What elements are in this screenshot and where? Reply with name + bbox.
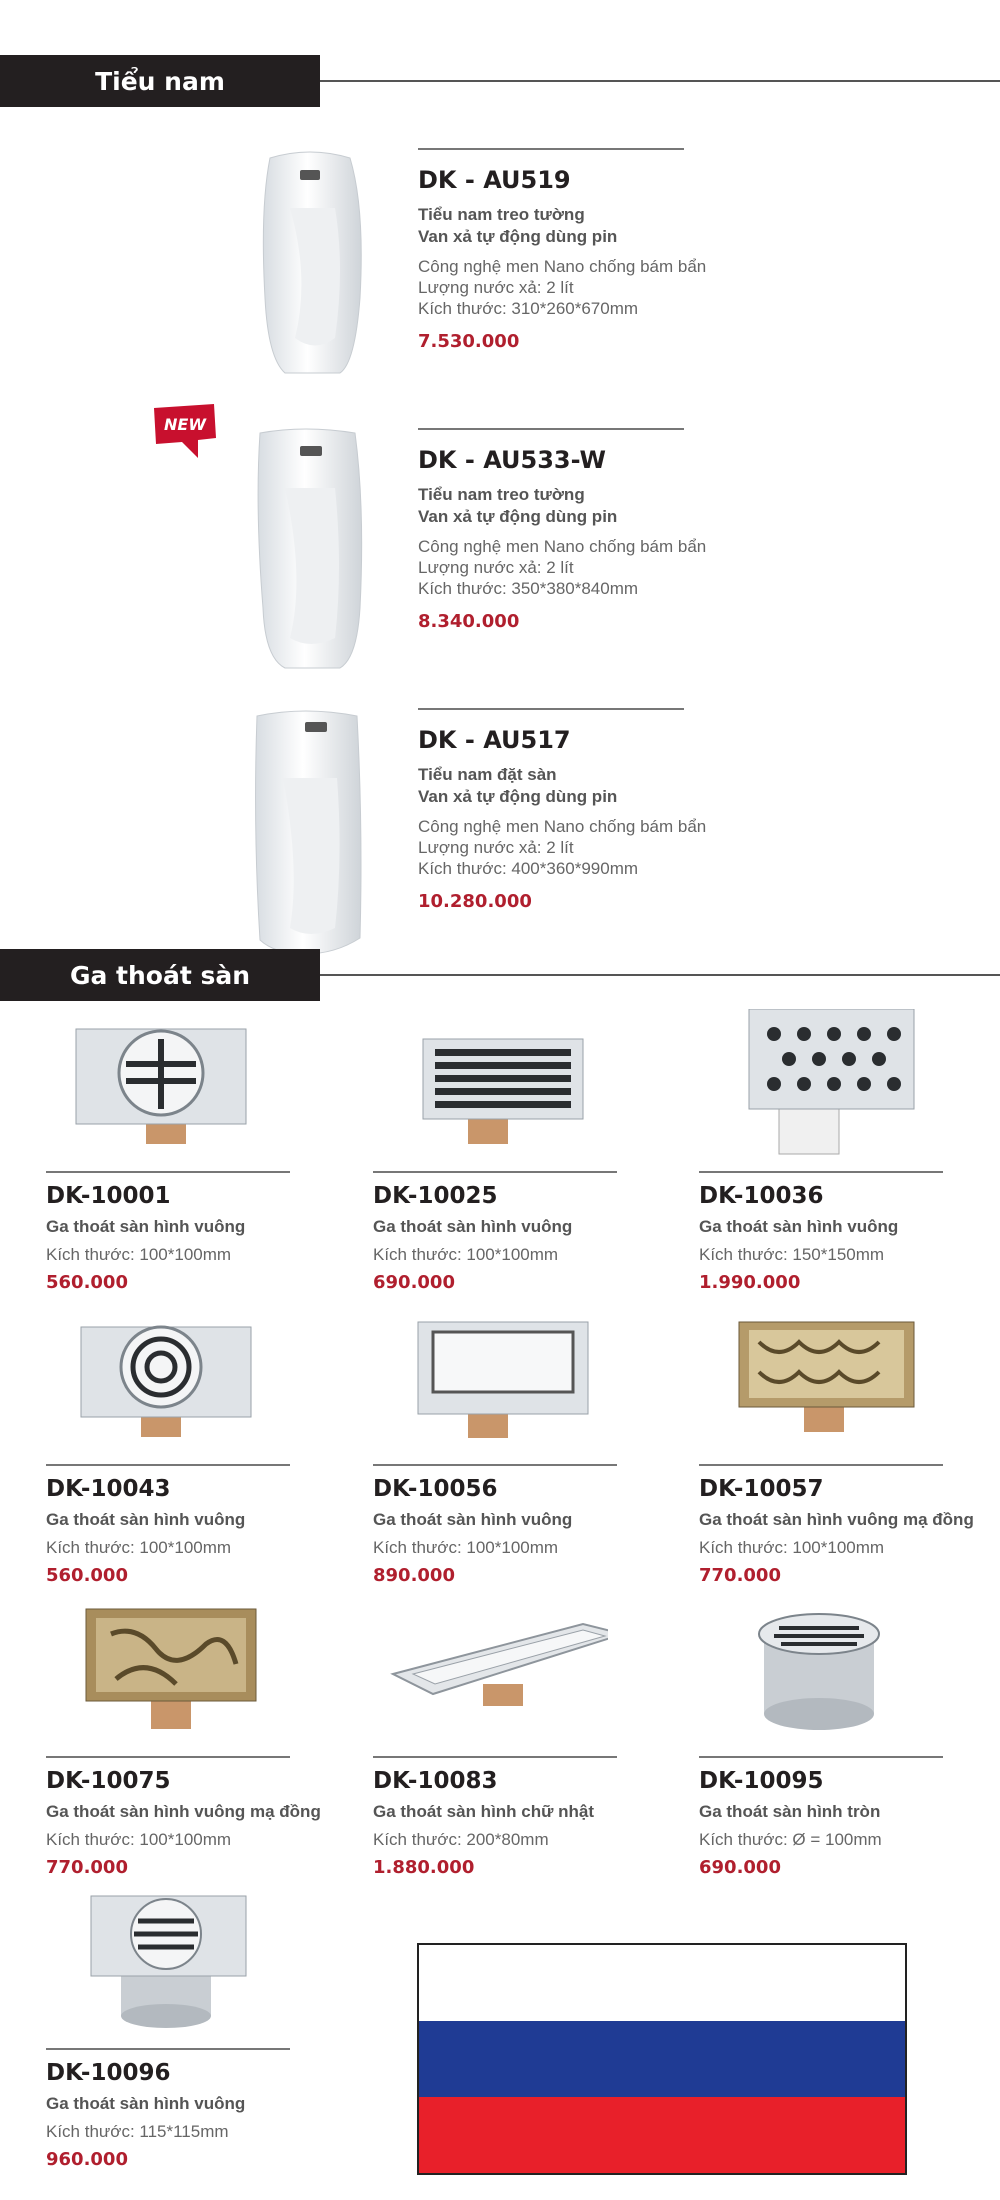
product-urinal-au517 — [0, 708, 1000, 978]
product-rule — [418, 428, 684, 430]
product-code: DK - AU517 — [418, 726, 571, 754]
drain-brass-image — [719, 1302, 919, 1452]
product-size: Kích thước: 100*100mm — [46, 1245, 232, 1264]
product-rule — [699, 1464, 943, 1466]
header-rule — [320, 974, 1000, 976]
drain-square-image — [393, 1302, 593, 1452]
product-code: DK-10025 — [373, 1183, 498, 1209]
product-rule — [699, 1756, 943, 1758]
urinal-wall-image — [245, 428, 385, 678]
drain-square-image — [66, 1009, 266, 1159]
product-name: Ga thoát sàn hình tròn — [699, 1802, 881, 1821]
product-code: DK - AU519 — [418, 166, 571, 194]
product-price: 10.280.000 — [418, 891, 532, 912]
product-drain — [699, 1302, 999, 1592]
product-name: Ga thoát sàn hình vuông — [46, 2094, 246, 2113]
drain-linear-image — [358, 1594, 608, 1744]
product-spec: Kích thước: 400*360*990mm — [418, 859, 639, 878]
product-name: Ga thoát sàn hình vuông — [46, 1510, 246, 1529]
product-price: 770.000 — [46, 1857, 128, 1878]
product-info — [418, 708, 918, 912]
product-name: Ga thoát sàn hình vuông — [46, 1217, 246, 1236]
product-type: Tiểu nam đặt sàn — [418, 765, 557, 784]
product-size: Kích thước: 100*100mm — [699, 1538, 885, 1557]
section-title-drains: Ga thoát sàn — [0, 949, 320, 1001]
product-spec: Công nghệ men Nano chống bám bẩn — [418, 537, 707, 556]
product-rule — [46, 1756, 290, 1758]
product-drain — [699, 1594, 999, 1884]
product-spec: Lượng nước xả: 2 lít — [418, 558, 574, 577]
product-price: 770.000 — [699, 1565, 781, 1586]
product-drain — [46, 1009, 346, 1299]
product-rule — [699, 1171, 943, 1173]
flag-stripe-red — [419, 2097, 905, 2173]
drain-square-image — [719, 1009, 919, 1159]
product-type: Tiểu nam treo tường — [418, 205, 585, 224]
product-size: Kích thước: 115*115mm — [46, 2122, 229, 2141]
product-name: Ga thoát sàn hình vuông mạ đồng — [46, 1802, 321, 1821]
product-price: 1.880.000 — [373, 1857, 475, 1878]
product-name: Ga thoát sàn hình vuông — [373, 1510, 573, 1529]
product-name: Ga thoát sàn hình vuông mạ đồng — [699, 1510, 974, 1529]
new-badge-label: NEW — [164, 415, 206, 434]
urinal-floor-image — [245, 708, 385, 958]
product-valve: Van xả tự động dùng pin — [418, 787, 618, 806]
drain-square-image — [393, 1009, 593, 1159]
product-info — [418, 428, 918, 632]
product-price: 8.340.000 — [418, 611, 520, 632]
product-rule — [373, 1756, 617, 1758]
product-code: DK - AU533-W — [418, 446, 606, 474]
product-code: DK-10096 — [46, 2060, 171, 2086]
product-price: 1.990.000 — [699, 1272, 801, 1293]
product-urinal-au533w — [0, 428, 1000, 698]
product-size: Kích thước: 100*100mm — [373, 1245, 559, 1264]
section-title-urinals: Tiểu nam — [0, 55, 320, 107]
product-price: 890.000 — [373, 1565, 455, 1586]
product-spec: Kích thước: 310*260*670mm — [418, 299, 639, 318]
product-drain — [373, 1009, 673, 1299]
product-drain — [373, 1594, 673, 1884]
drain-brass-image — [66, 1594, 266, 1744]
product-price: 690.000 — [699, 1857, 781, 1878]
product-name: Ga thoát sàn hình vuông — [373, 1217, 573, 1236]
product-price: 960.000 — [46, 2149, 128, 2170]
product-code: DK-10095 — [699, 1768, 824, 1794]
header-rule — [320, 80, 1000, 82]
product-price: 560.000 — [46, 1565, 128, 1586]
product-valve: Van xả tự động dùng pin — [418, 227, 618, 246]
section-header-drains — [0, 949, 1000, 1001]
product-drain — [46, 1886, 346, 2176]
product-drain — [46, 1302, 346, 1592]
product-rule — [418, 148, 684, 150]
product-spec: Công nghệ men Nano chống bám bẩn — [418, 817, 707, 836]
russian-flag-image — [417, 1943, 907, 2175]
product-spec: Kích thước: 350*380*840mm — [418, 579, 639, 598]
product-spec: Công nghệ men Nano chống bám bẩn — [418, 257, 707, 276]
product-size: Kích thước: 100*100mm — [373, 1538, 559, 1557]
product-price: 690.000 — [373, 1272, 455, 1293]
product-code: DK-10056 — [373, 1476, 498, 1502]
product-rule — [418, 708, 684, 710]
product-price: 560.000 — [46, 1272, 128, 1293]
product-size: Kích thước: 100*100mm — [46, 1830, 232, 1849]
product-name: Ga thoát sàn hình chữ nhật — [373, 1802, 595, 1821]
product-rule — [46, 1464, 290, 1466]
product-size: Kích thước: 150*150mm — [699, 1245, 885, 1264]
urinal-wall-image — [240, 148, 380, 398]
product-drain — [373, 1302, 673, 1592]
product-rule — [46, 1171, 290, 1173]
section-header-urinals — [0, 55, 1000, 107]
drain-square-image — [66, 1302, 266, 1452]
product-size: Kích thước: 100*100mm — [46, 1538, 232, 1557]
product-rule — [373, 1464, 617, 1466]
product-rule — [373, 1171, 617, 1173]
product-code: DK-10075 — [46, 1768, 171, 1794]
product-code: DK-10057 — [699, 1476, 824, 1502]
product-size: Kích thước: 200*80mm — [373, 1830, 549, 1849]
product-price: 7.530.000 — [418, 331, 520, 352]
product-code: DK-10036 — [699, 1183, 824, 1209]
flag-stripe-blue — [419, 2021, 905, 2097]
product-spec: Lượng nước xả: 2 lít — [418, 278, 574, 297]
product-code: DK-10001 — [46, 1183, 171, 1209]
product-spec: Lượng nước xả: 2 lít — [418, 838, 574, 857]
product-valve: Van xả tự động dùng pin — [418, 507, 618, 526]
product-name: Ga thoát sàn hình vuông — [699, 1217, 899, 1236]
product-size: Kích thước: Ø = 100mm — [699, 1830, 882, 1849]
product-rule — [46, 2048, 290, 2050]
product-drain — [699, 1009, 999, 1299]
product-code: DK-10083 — [373, 1768, 498, 1794]
drain-square-image — [66, 1886, 266, 2036]
flag-stripe-white — [419, 1945, 905, 2021]
product-urinal-au519 — [0, 148, 1000, 418]
product-info — [418, 148, 918, 352]
product-code: DK-10043 — [46, 1476, 171, 1502]
product-drain — [46, 1594, 346, 1884]
product-type: Tiểu nam treo tường — [418, 485, 585, 504]
drain-round-image — [719, 1594, 919, 1744]
